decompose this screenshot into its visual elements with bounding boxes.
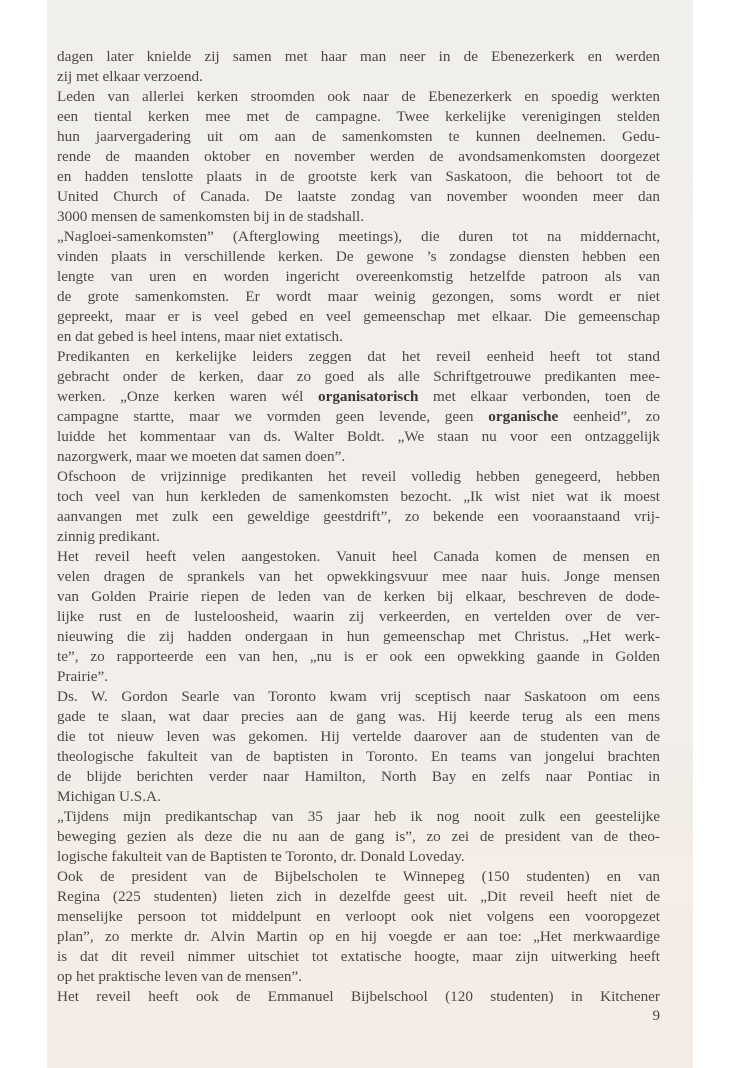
- text-line: [57, 567, 660, 587]
- text-line: [57, 807, 660, 827]
- text-segment: United Church of Canada. De laatste zondag van november woonden meer dan: [57, 188, 660, 205]
- text-segment: Regina (225 studenten) lieten zich in dezelfde geest uit. „Dit reveil heeft niet de: [57, 888, 660, 905]
- text-segment: de blijde berichten verder naar Hamilton, North Bay en zelfs naar Pontiac in: [57, 768, 660, 785]
- text-line: [57, 887, 660, 907]
- text-segment: rende de maanden oktober en november werden de avondsamenkomsten doorgezet: [57, 148, 660, 165]
- text-line: [57, 727, 660, 747]
- body-text: [57, 47, 660, 1007]
- paragraph: [57, 47, 660, 87]
- text-line: [57, 787, 660, 807]
- paragraph: [57, 547, 660, 687]
- document-page: [47, 0, 693, 1068]
- paragraph: [57, 687, 660, 807]
- text-segment: gebracht onder de kerken, daar zo goed als alle Schriftgetrouwe predikanten mee-: [57, 368, 660, 385]
- text-line: [57, 207, 660, 227]
- text-segment: Prairie”.: [57, 668, 109, 685]
- text-segment: Ook de president van de Bijbelscholen te Winnepeg (150 studenten) en van: [57, 868, 660, 885]
- text-segment: vinden plaats in verschillende kerken. De gewone ’s zondagse diensten hebben een: [57, 248, 660, 265]
- text-line: [57, 767, 660, 787]
- text-segment: lijke rust en de lusteloosheid, waarin zij verkeerden, en vertelden over de ver-: [57, 608, 660, 625]
- text-line: [57, 87, 660, 107]
- text-segment: is dat dit reveil nimmer uitschiet tot extatische hoogte, maar zijn uitwerking heeft: [57, 948, 660, 965]
- text-segment: dagen later knielde zij samen met haar man neer in de Ebenezerkerk en werden: [57, 48, 660, 65]
- text-segment: op het praktische leven van de mensen”.: [57, 968, 303, 985]
- paragraph: [57, 347, 660, 467]
- text-segment: gade te slaan, wat daar precies aan de gang was. Hij keerde terug als een mens: [57, 708, 660, 725]
- text-segment: nazorgwerk, maar we moeten dat samen doen”.: [57, 448, 346, 465]
- bold-text: organisatorisch: [317, 388, 419, 405]
- text-segment: Het reveil heeft ook de Emmanuel Bijbelschool (120 studenten) in Kitchener: [57, 988, 660, 1005]
- text-segment: met elkaar verbonden, toen de: [418, 388, 660, 405]
- text-segment: Ofschoon de vrijzinnige predikanten het reveil volledig hebben genegeerd, hebben: [57, 468, 660, 485]
- text-line: [57, 107, 660, 127]
- text-line: [57, 447, 660, 467]
- text-line: [57, 347, 660, 367]
- text-line: [57, 387, 660, 407]
- text-line: [57, 507, 660, 527]
- text-segment: een tiental kerken mee met de campagne. Twee kerkelijke verenigingen stelden: [57, 108, 660, 125]
- text-line: [57, 827, 660, 847]
- text-line: [57, 967, 660, 987]
- text-line: [57, 607, 660, 627]
- text-segment: en hadden tenslotte plaats in de grootste kerk van Saskatoon, die behoort tot de: [57, 168, 660, 185]
- text-line: [57, 987, 660, 1007]
- text-segment: te”, zo rapporteerde een van hen, „nu is er ook een opwekking gaande in Golden: [57, 648, 660, 665]
- text-segment: zinnig predikant.: [57, 528, 160, 545]
- text-line: [57, 467, 660, 487]
- text-line: [57, 287, 660, 307]
- text-segment: van Golden Prairie riepen de leden van de kerken bij elkaar, beschreven de dode-: [57, 588, 660, 605]
- text-line: [57, 527, 660, 547]
- text-segment: en dat gebed is heel intens, maar niet extatisch.: [57, 328, 343, 345]
- paragraph: [57, 807, 660, 867]
- text-line: [57, 487, 660, 507]
- paragraph: [57, 867, 660, 987]
- text-segment: beweging gezien als deze die nu aan de gang is”, zo zei de president van de theo-: [57, 828, 660, 845]
- text-line: [57, 587, 660, 607]
- text-segment: luidde het kommentaar van ds. Walter Boldt. „We staan nu voor een ontzaggelijk: [57, 428, 660, 445]
- text-line: [57, 547, 660, 567]
- text-line: [57, 47, 660, 67]
- text-line: [57, 867, 660, 887]
- text-segment: eenheid”, zo: [558, 408, 660, 425]
- text-segment: die tot nieuw leven was gekomen. Hij vertelde daarover aan de studenten van de: [57, 728, 660, 745]
- text-line: [57, 127, 660, 147]
- text-segment: Het reveil heeft velen aangestoken. Vanuit heel Canada komen de mensen en: [57, 548, 660, 565]
- text-line: [57, 367, 660, 387]
- text-segment: toch veel van hun kerkleden de samenkomsten bezocht. „Ik wist niet wat ik moest: [57, 488, 660, 505]
- text-segment: nieuwing die zij hadden ondergaan in hun gemeenschap met Christus. „Het werk-: [57, 628, 660, 645]
- bold-text: organische: [488, 408, 559, 425]
- text-segment: plan”, zo merkte dr. Alvin Martin op en hij voegde er aan toe: „Het merkwaardige: [57, 928, 660, 945]
- text-line: [57, 427, 660, 447]
- text-line: [57, 227, 660, 247]
- text-line: [57, 167, 660, 187]
- text-line: [57, 747, 660, 767]
- text-line: [57, 707, 660, 727]
- text-line: [57, 947, 660, 967]
- text-segment: Ds. W. Gordon Searle van Toronto kwam vrij sceptisch naar Saskatoon om eens: [57, 688, 660, 705]
- text-line: [57, 327, 660, 347]
- text-segment: logische fakulteit van de Baptisten te Toronto, dr. Donald Loveday.: [57, 848, 465, 865]
- text-line: [57, 907, 660, 927]
- paragraph: [57, 467, 660, 547]
- text-segment: hun jaarvergadering uit om aan de samenkomsten te kunnen deelnemen. Gedu-: [57, 128, 660, 145]
- text-line: [57, 67, 660, 87]
- text-segment: lengte van uren en worden ingericht overeenkomstig hetzelfde patroon als van: [57, 268, 660, 285]
- text-segment: de grote samenkomsten. Er wordt maar weinig gezongen, soms wordt er niet: [57, 288, 660, 305]
- text-line: [57, 687, 660, 707]
- text-line: [57, 627, 660, 647]
- text-line: [57, 307, 660, 327]
- paragraph: [57, 987, 660, 1007]
- text-segment: werken. „Onze kerken waren wél: [57, 388, 318, 405]
- text-segment: „Nagloei-samenkomsten” (Afterglowing meetings), die duren tot na middernacht,: [57, 228, 660, 245]
- paragraph: [57, 227, 660, 347]
- text-line: [57, 407, 660, 427]
- text-segment: Michigan U.S.A.: [57, 788, 161, 805]
- text-segment: „Tijdens mijn predikantschap van 35 jaar heb ik nog nooit zulk een geestelijke: [57, 808, 660, 825]
- text-segment: aanvangen met zulk een geweldige geestdrift”, zo bekende een vooraanstaand vrij-: [57, 508, 660, 525]
- text-line: [57, 847, 660, 867]
- text-line: [57, 147, 660, 167]
- text-line: [57, 667, 660, 687]
- text-segment: velen dragen de sprankels van het opwekkingsvuur mee naar huis. Jonge mensen: [57, 568, 660, 585]
- text-segment: menselijke persoon tot middelpunt en verloopt ook niet volgens een vooropgezet: [57, 908, 660, 925]
- paragraph: [57, 87, 660, 227]
- text-segment: Predikanten en kerkelijke leiders zeggen dat het reveil eenheid heeft tot stand: [57, 348, 660, 365]
- text-line: [57, 267, 660, 287]
- page-number: 9: [652, 1008, 660, 1024]
- text-segment: Leden van allerlei kerken stroomden ook naar de Ebenezerkerk en spoedig werkten: [57, 88, 660, 105]
- text-line: [57, 247, 660, 267]
- text-segment: 3000 mensen de samenkomsten bij in de stadshall.: [57, 208, 365, 225]
- text-segment: zij met elkaar verzoend.: [57, 68, 203, 85]
- text-line: [57, 927, 660, 947]
- text-segment: campagne startte, maar we vormden geen levende, geen: [57, 408, 489, 425]
- text-line: [57, 647, 660, 667]
- text-line: [57, 187, 660, 207]
- text-segment: gepreekt, maar er is veel gebed en veel gemeenschap met elkaar. Die gemeenschap: [57, 308, 660, 325]
- text-segment: theologische fakulteit van de baptisten in Toronto. En teams van jongelui brachten: [57, 748, 660, 765]
